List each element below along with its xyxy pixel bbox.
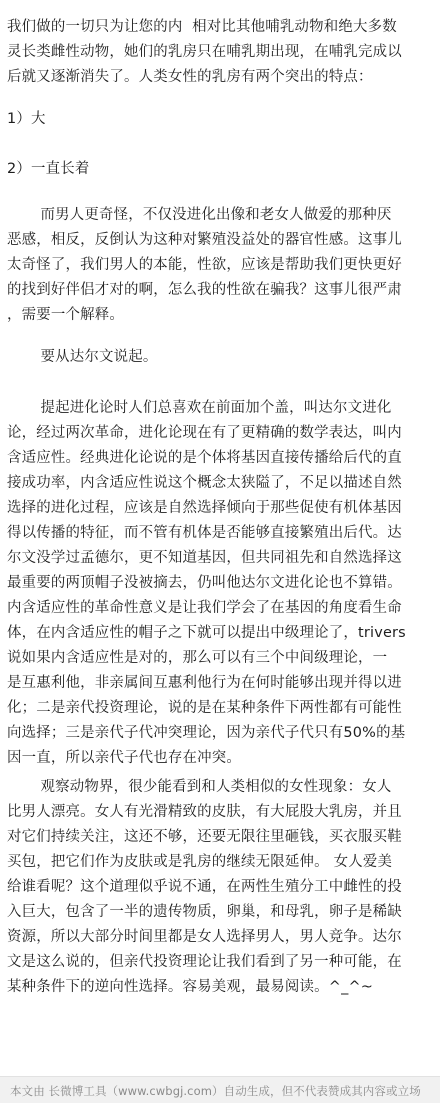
text-line: 向选择；三是亲代子代冲突理论，因为亲代子代只有50%的基 [7, 725, 406, 741]
text-line: 因一直，所以亲代子代也存在冲突。 [7, 750, 242, 766]
text-line: 而男人更奇怪，不仅没进化出像和老女人做爱的那种厌 [7, 207, 392, 223]
text-line: 灵长类雌性动物，她们的乳房只在哺乳期出现，在哺乳完成以 [7, 44, 402, 60]
text-line: 1）大 [7, 111, 46, 127]
text-line: 入巨大，包含了一半的遗传物质，卵巢，和母乳，卵子是稀缺 [7, 904, 402, 920]
paragraph [7, 157, 437, 182]
text-line: 接成功率，内含适应性说这个概念太狭隘了，不足以描述自然 [7, 475, 402, 491]
text-line: 给谁看呢？这个道理似乎说不通，在两性生殖分工中雌性的投 [7, 879, 402, 895]
text-line: 内含适应性的革命性意义是让我们学会了在基因的角度看生命 [7, 600, 402, 616]
text-line: 资源，所以大部分时间里都是女人选择男人，男人竞争。达尔 [7, 929, 402, 945]
text-line: 我们做的一切只为让您的内 相对比其他哺乳动物和绝大多数 [7, 19, 397, 35]
text-line: 买包，把它们作为皮肤或是乳房的继续无限延伸。 女人爱美 [7, 854, 393, 870]
text-line: 对它们持续关注，这还不够，还要无限往里砸钱，买衣服买鞋 [7, 829, 402, 845]
text-line: 体，在内含适应性的帽子之下就可以提出中级理论了，trivers [7, 625, 406, 641]
text-line: 论，经过两次革命，进化论现在有了更精确的数学表达，叫内 [7, 425, 402, 441]
text-line: 的找到好伴侣才对的啊，怎么我的性欲在骗我？这事儿很严肃 [7, 282, 402, 298]
text-line: 最重要的两顶帽子没被摘去，仍叫他达尔文进化论也不算错。 [7, 575, 402, 591]
paragraph [7, 345, 437, 370]
text-line: 说如果内含适应性是对的，那么可以有三个中间级理论，一 [7, 650, 388, 666]
text-line: 是互惠利他，非亲属间互惠利他行为在何时能够出现并得以进 [7, 675, 402, 691]
text-line: 2）一直长着 [7, 161, 90, 177]
text-line: 得以传播的特征，而不管有机体是否能够直接繁殖出后代。达 [7, 525, 402, 541]
text-line: 比男人漂亮。女人有光滑精致的皮肤，有大屁股大乳房，并且 [7, 804, 402, 820]
text-line: 选择的进化过程，应该是自然选择倾向于那些促使有机体基因 [7, 500, 402, 516]
text-line: 要从达尔文说起。 [7, 349, 158, 365]
paragraph [7, 396, 437, 771]
text-line: 恶感，相反，反倒认为这种对繁殖没益处的器官性感。这事儿 [7, 232, 402, 248]
text-line: 太奇怪了，我们男人的本能，性欲，应该是帮助我们更快更好 [7, 257, 402, 273]
text-line: 某种条件下的逆向性选择。容易美观，最易阅读。^_^~ [7, 979, 374, 995]
text-line: 含适应性。经典进化论说的是个体将基因直接传播给后代的直 [7, 450, 402, 466]
text-line: 文是这么说的，但亲代投资理论让我们看到了另一种可能，在 [7, 954, 402, 970]
paragraph [7, 107, 437, 132]
paragraph [7, 15, 437, 90]
text-line: 尔文没学过孟德尔，更不知道基因，但共同祖先和自然选择这 [7, 550, 402, 566]
footer-bar [0, 1076, 440, 1103]
text-line: 化；二是亲代投资理论，说的是在某种条件下两性都有可能性 [7, 700, 402, 716]
text-line: 观察动物界，很少能看到和人类相似的女性现象：女人 [7, 779, 392, 795]
paragraph [7, 775, 437, 1000]
text-line: 提起进化论时人们总喜欢在前面加个盖，叫达尔文进化 [7, 400, 392, 416]
footer-disclaimer: 本文由 长微博工具（www.cwbgj.com）自动生成，但不代表赞成其内容或立场 [10, 1084, 421, 1098]
text-line: 后就又逐渐消失了。人类女性的乳房有两个突出的特点： [7, 69, 373, 85]
paragraph [7, 203, 437, 328]
text-line: ，需要一个解释。 [7, 307, 125, 323]
